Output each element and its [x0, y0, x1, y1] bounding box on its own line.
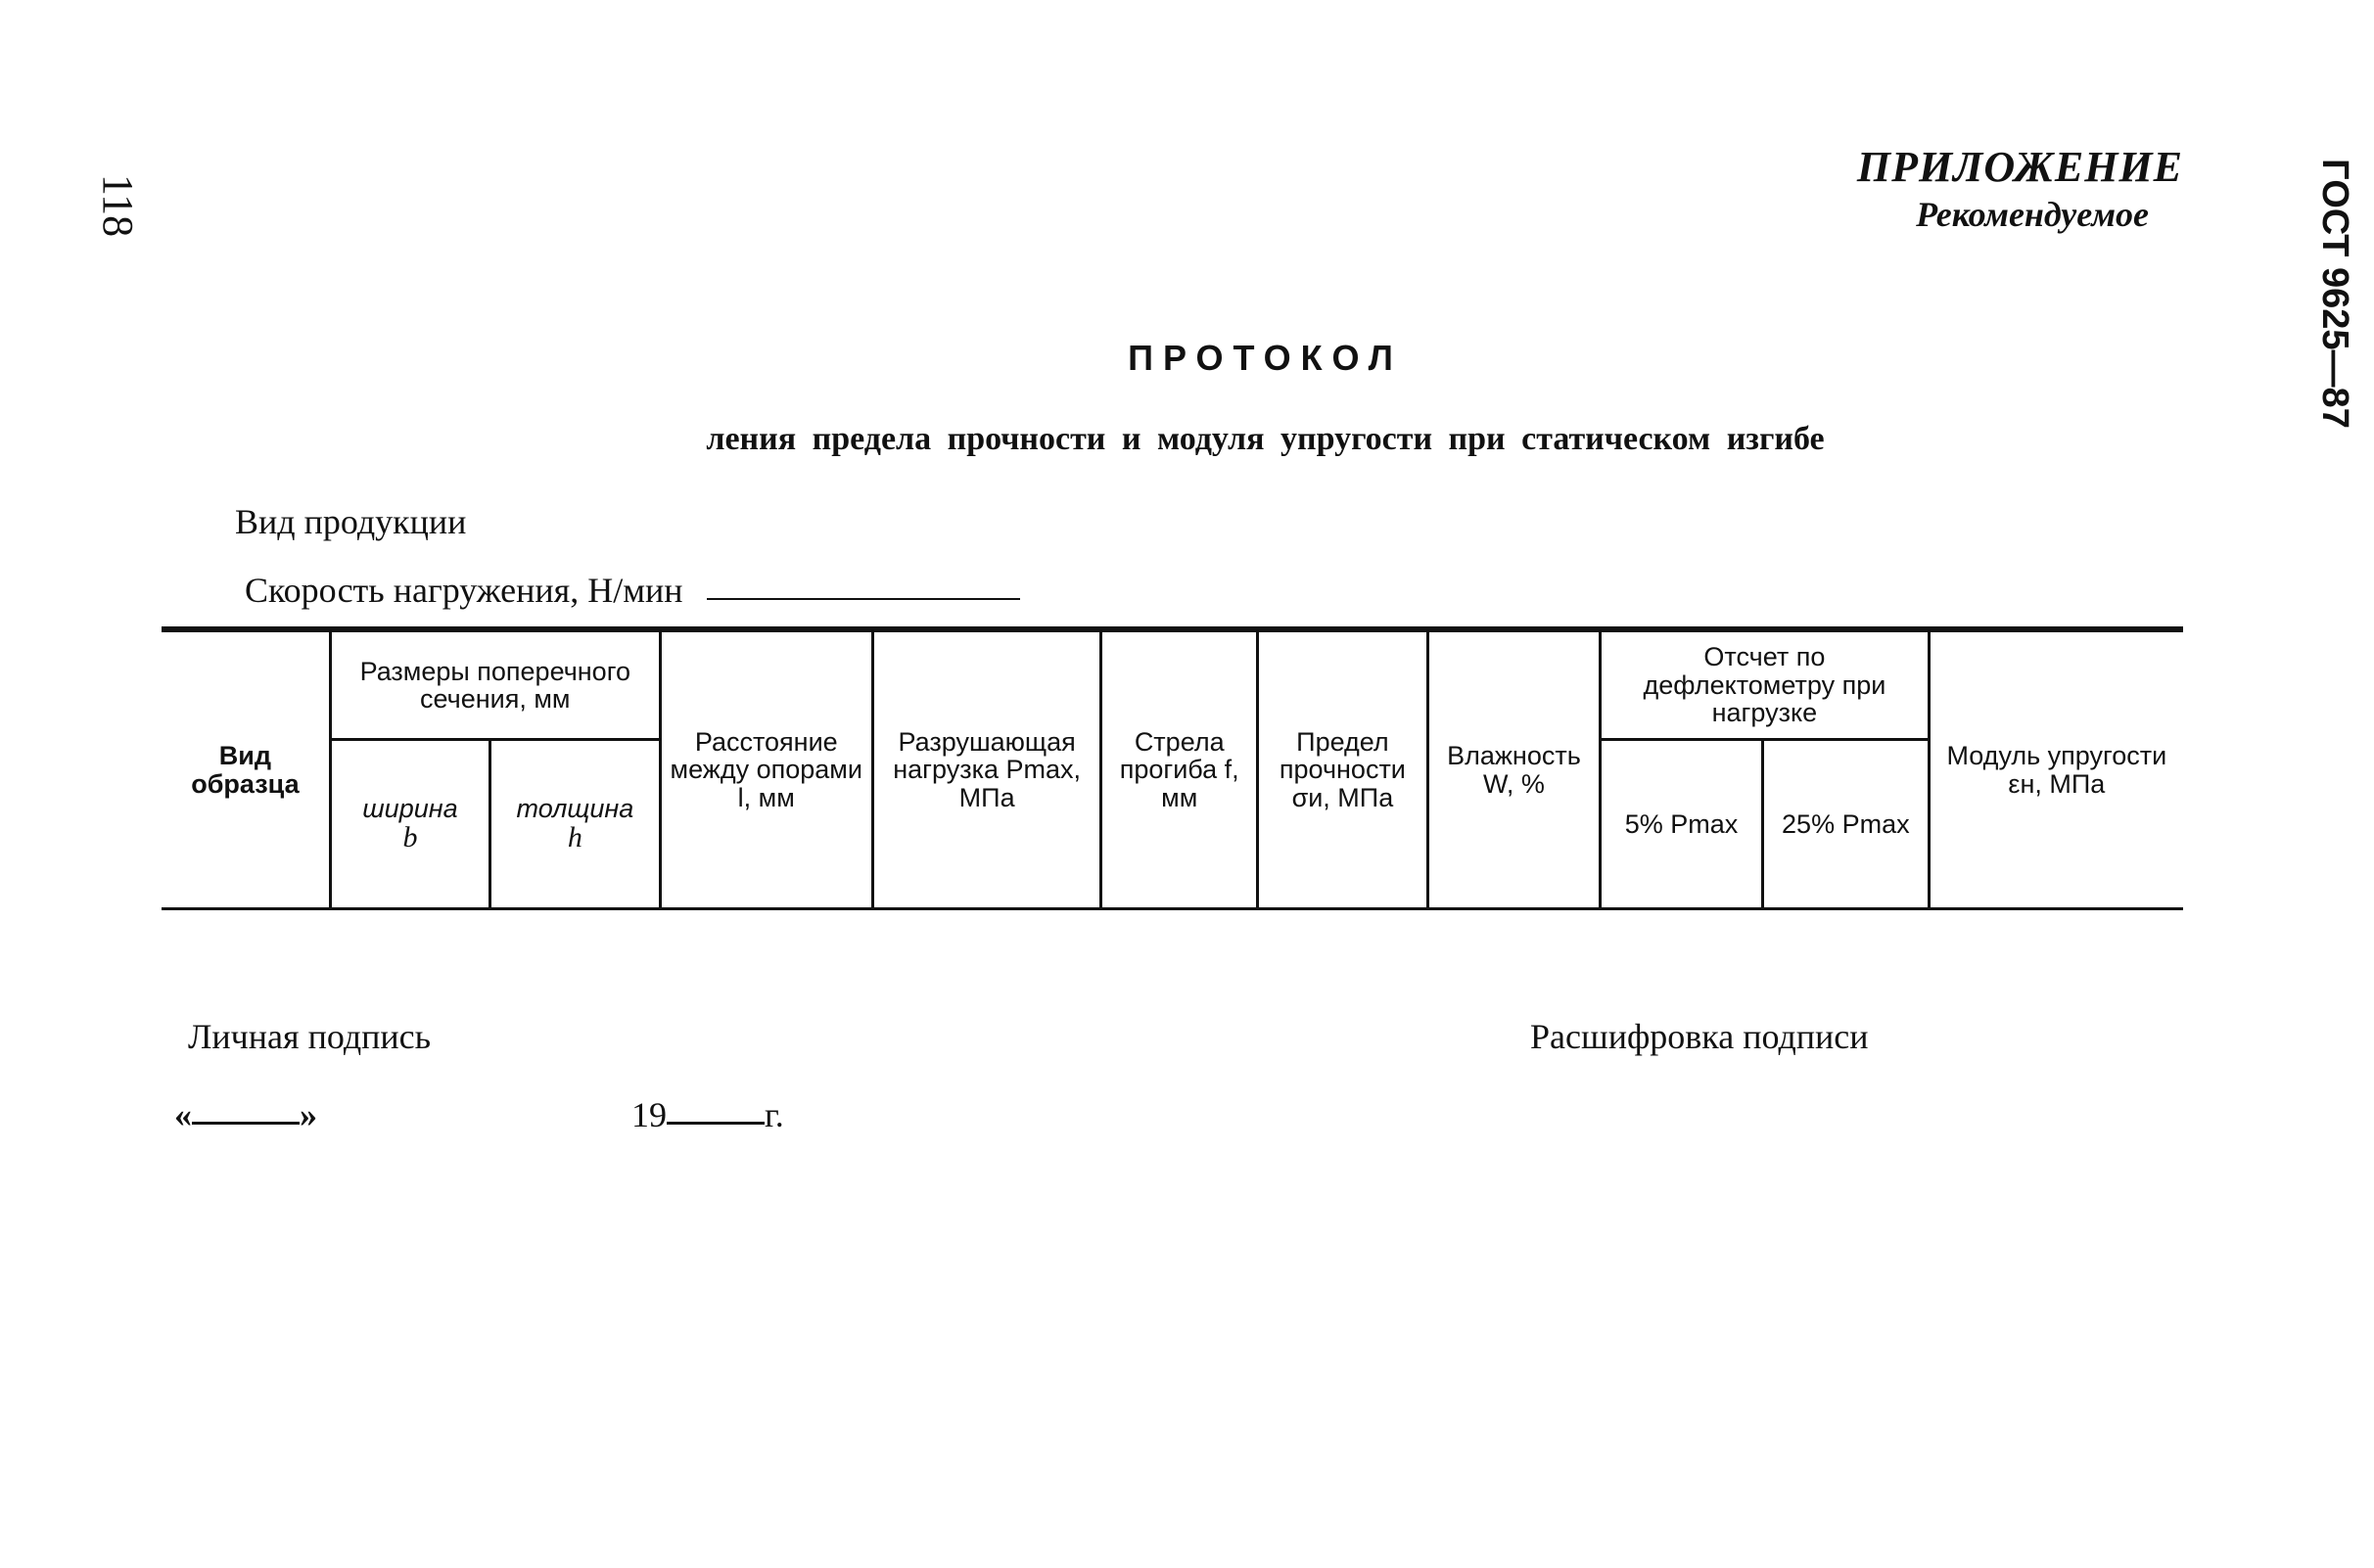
year-suffix: г.: [765, 1095, 784, 1134]
protocol-table-wrap: [162, 626, 2183, 910]
header-thickness: толщина h: [490, 740, 661, 909]
appendix-title: ПРИЛОЖЕНИЕ: [1856, 143, 2183, 191]
close-quote: »: [300, 1095, 317, 1134]
header-span: Расстояние между опорами l, мм: [660, 629, 872, 909]
date-day-field: [174, 1094, 317, 1135]
header-specimen: Вид образца: [162, 629, 330, 909]
document-title: ПРОТОКОЛ: [1128, 338, 1403, 378]
day-blank: [192, 1098, 300, 1125]
header-25pct-load: 25% Pmax: [1762, 740, 1929, 909]
appendix-status: Рекомендуемое: [1916, 195, 2149, 234]
signature-decoding-label: Расшифровка подписи: [1530, 1017, 1869, 1056]
header-dimensions: Размеры поперечного сечения, мм: [330, 629, 660, 740]
header-moisture: Влажность W, %: [1427, 629, 1600, 909]
date-year-field: [631, 1094, 784, 1135]
load-speed-field: [245, 570, 1020, 611]
header-load: Разрушающая нагрузка Pmax, МПа: [872, 629, 1101, 909]
standard-code: ГОСТ 9625—87: [2314, 159, 2355, 429]
year-blank: [667, 1098, 765, 1125]
signature-label: Личная подпись: [188, 1017, 432, 1056]
protocol-table: [162, 626, 2183, 910]
header-deflectometer: Отсчет по дефлектометру при нагрузке: [1601, 629, 1930, 740]
header-width: ширина b: [330, 740, 489, 909]
header-modulus: Модуль упругости εн, МПа: [1929, 629, 2183, 909]
load-speed-blank: [707, 575, 1020, 600]
header-5pct-load: 5% Pmax: [1601, 740, 1763, 909]
load-speed-label: Скорость нагружения, Н/мин: [245, 571, 683, 610]
document-subtitle: ления предела прочности и модуля упругости при статическом изгибе: [706, 421, 1825, 457]
page-number: 118: [94, 173, 142, 238]
header-strength: Предел прочности σи, МПа: [1257, 629, 1427, 909]
open-quote: «: [174, 1095, 192, 1134]
header-deflection: Стрела прогиба f, мм: [1101, 629, 1257, 909]
year-prefix: 19: [631, 1095, 667, 1134]
product-type-label: Вид продукции: [235, 502, 467, 541]
